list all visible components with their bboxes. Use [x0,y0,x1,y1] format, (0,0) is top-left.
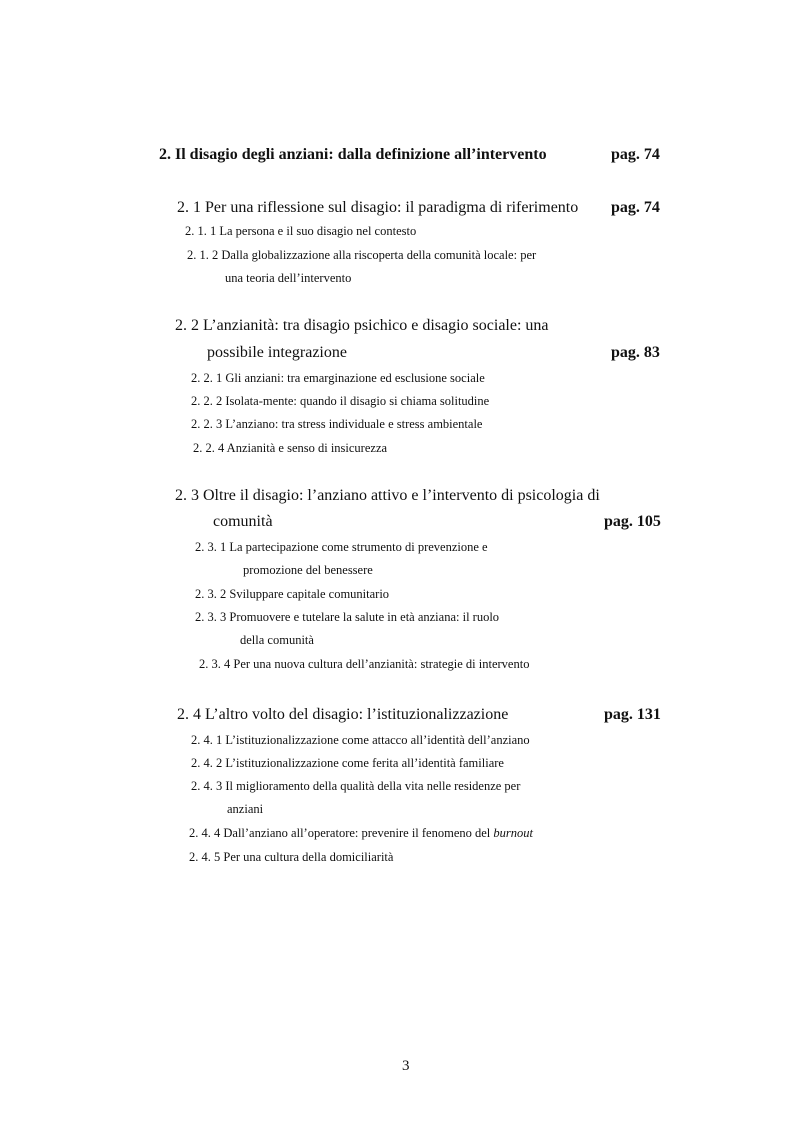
subsection-title: 2. 2. 4 Anzianità e senso di insicurezza [193,441,388,455]
subsection-title-continued: anziani [227,802,264,816]
subsection-title [189,827,533,840]
subsection-title-italic-term: burnout [493,826,533,840]
section-title: 2. 2 L’anzianità: tra disagio psichico e disagio sociale: una [175,317,549,334]
chapter-page-ref: pag. 74 [611,146,660,163]
subsection-title-text: 2. 4. 4 Dall’anziano all’operatore: prevenire il fenomeno del [189,826,491,840]
subsection-title: 2. 2. 2 Isolata-mente: quando il disagio si chiama solitudine [191,394,490,408]
section-page-ref: pag. 105 [604,513,661,530]
subsection-title: 2. 2. 3 L’anziano: tra stress individuale e stress ambientale [191,417,483,431]
subsection-title: 2. 1. 2 Dalla globalizzazione alla riscoperta della comunità locale: per [187,248,537,262]
subsection-title: 2. 4. 5 Per una cultura della domiciliarità [189,850,394,864]
section-title: 2. 4 L’altro volto del disagio: l’istituzionalizzazione [177,706,509,723]
subsection-title: 2. 3. 1 La partecipazione come strumento di prevenzione e [195,540,488,554]
subsection-title: 2. 4. 2 L’istituzionalizzazione come ferita all’identità familiare [191,756,504,770]
section-title: 2. 1 Per una riflessione sul disagio: il paradigma di riferimento [177,199,579,216]
subsection-title-continued: una teoria dell’intervento [225,271,352,285]
section-title-continued: comunità [213,513,273,530]
section-page-ref: pag. 83 [611,344,660,361]
subsection-title: 2. 4. 3 Il miglioramento della qualità della vita nelle residenze per [191,779,521,793]
subsection-title: 2. 3. 2 Sviluppare capitale comunitario [195,587,390,601]
subsection-title: 2. 3. 3 Promuovere e tutelare la salute in età anziana: il ruolo [195,610,500,624]
section-title-continued: possibile integrazione [207,344,347,361]
subsection-title-continued: promozione del benessere [243,563,373,577]
section-page-ref: pag. 74 [611,199,660,216]
subsection-title-continued: della comunità [240,633,314,647]
subsection-title: 2. 4. 1 L’istituzionalizzazione come attacco all’identità dell’anziano [191,733,530,747]
chapter-title: 2. Il disagio degli anziani: dalla definizione all’intervento [159,146,547,163]
page-number: 3 [402,1058,410,1074]
section-page-ref: pag. 131 [604,706,661,723]
subsection-title: 2. 2. 1 Gli anziani: tra emarginazione ed esclusione sociale [191,371,485,385]
section-title: 2. 3 Oltre il disagio: l’anziano attivo e l’intervento di psicologia di [175,487,600,504]
subsection-title: 2. 3. 4 Per una nuova cultura dell’anzianità: strategie di intervento [199,657,530,671]
subsection-title: 2. 1. 1 La persona e il suo disagio nel contesto [185,224,417,238]
